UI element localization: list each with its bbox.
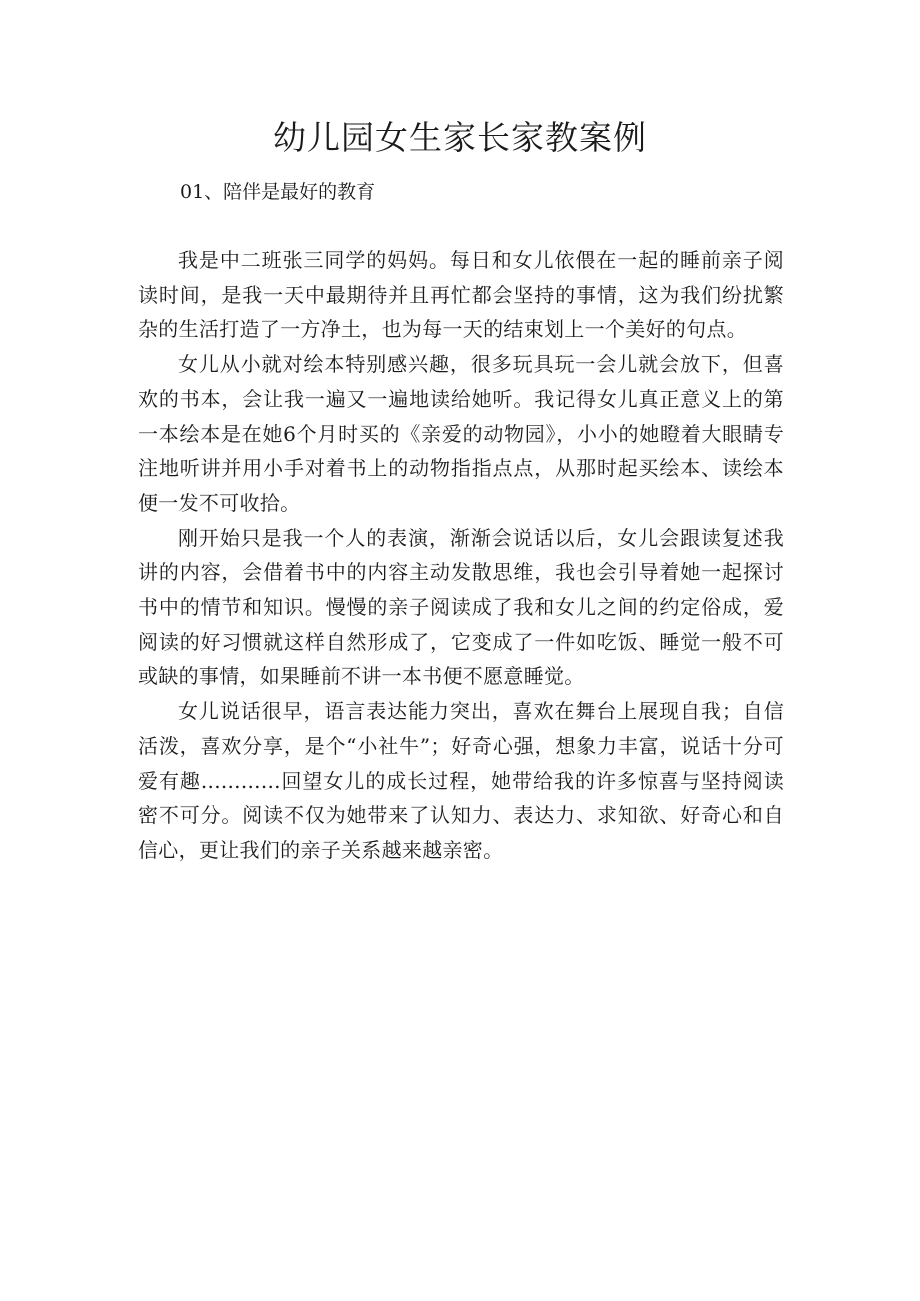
paragraph-3: 刚开始只是我一个人的表演，渐渐会说话以后，女儿会跟读复述我讲的内容，会借着书中的内容主动发散思维，我也会引导着她一起探讨书中的情节和知识。慢慢的亲子阅读成了我和女儿之间的约定俗成，爱阅读的好习惯就这样自然形成了，它变成了一件如吃饭、睡觉一般不可或缺的事情，如果睡前不讲一本书便不愿意睡觉。 xyxy=(138,525,784,689)
section-heading: 01、陪伴是最好的教育 xyxy=(180,181,376,203)
paragraph-2: 女儿从小就对绘本特别感兴趣，很多玩具玩一会儿就会放下，但喜欢的书本，会让我一遍又一遍地读给她听。我记得女儿真正意义上的第一本绘本是在她6个月时买的《亲爱的动物园》，小小的她瞪着大眼睛专注地听讲并用小手对着书上的动物指指点点，从那时起买绘本、读绘本便一发不可收拾。 xyxy=(138,352,784,515)
document-title: 幼儿园女生家长家教案例 xyxy=(273,118,647,157)
paragraph-1: 我是中二班张三同学的妈妈。每日和女儿依偎在一起的睡前亲子阅读时间，是我一天中最期待并且再忙都会坚持的事情，这为我们纷扰繁杂的生活打造了一方净土，也为每一天的结束划上一个美好的句点。 xyxy=(138,248,784,342)
paragraph-4: 女儿说话很早，语言表达能力突出，喜欢在舞台上展现自我；自信活泼，喜欢分享，是个“小社牛”；好奇心强，想象力丰富，说话十分可爱有趣............回望女儿的成长过程，她带给我的许多惊喜与坚持阅读密不可分。阅读不仅为她带来了认知力、表达力、求知欲、好奇心和自信心，更让我们的亲子关系越来越亲密。 xyxy=(138,699,784,862)
document-body xyxy=(138,243,784,868)
